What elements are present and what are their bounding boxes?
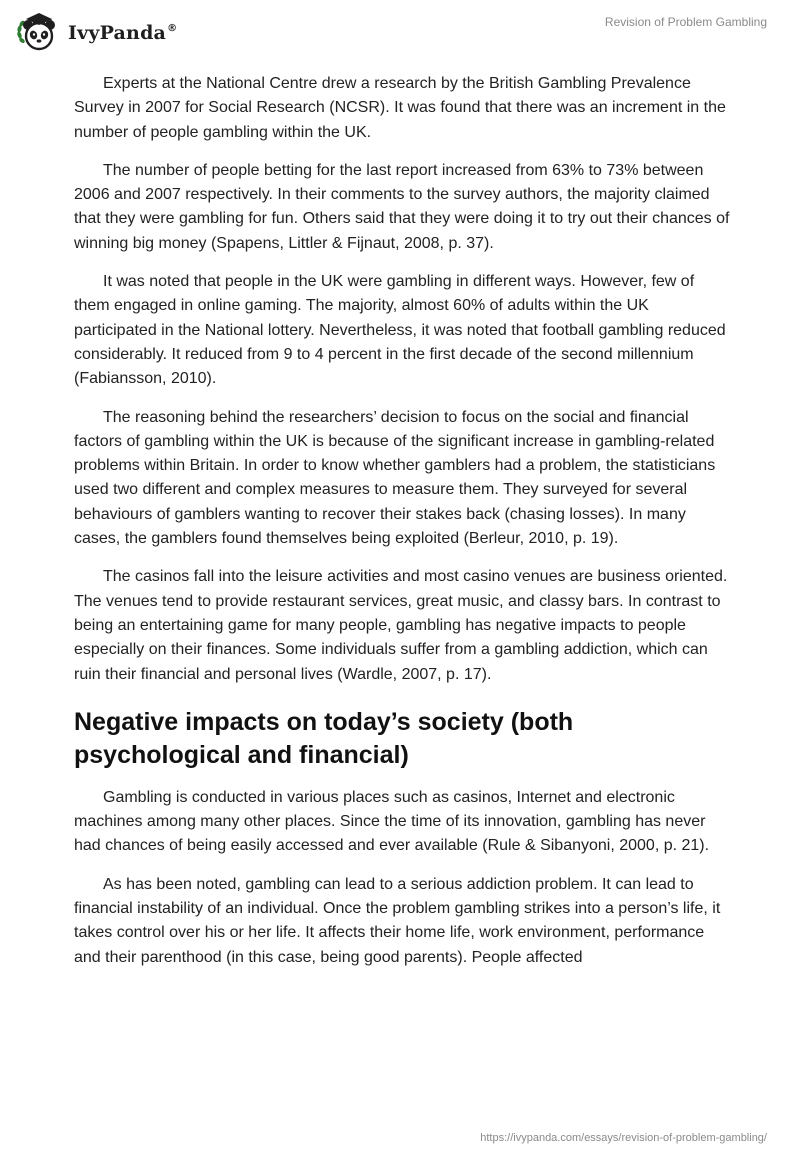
brand-logo[interactable] (14, 8, 177, 56)
brand-name (68, 22, 177, 44)
page-header (0, 0, 800, 64)
document-title: Revision of Problem Gambling (604, 15, 767, 29)
panda-graduation-icon (14, 8, 62, 56)
paragraph: The casinos fall into the leisure activities and most casino venues are business oriented. The venues tend to provide restaurant services, great music, and classy bars. In contrast to being an entertaining game for many people, gambling has negative impacts to people especially on their finances. Some individuals suffer from a gambling addiction, which can ruin their financial and personal lives (Wardle, 2007, p. 17). (74, 568, 728, 683)
source-url[interactable]: https://ivypanda.com/essays/revision-of-problem-gambling/ (480, 1132, 767, 1144)
section-heading: Negative impacts on today’s society (both psychological and financial) (74, 707, 574, 769)
paragraph: Gambling is conducted in various places such as casinos, Internet and electronic machines among many other places. Since the time of its innovation, gambling has never had chances of being easily accessed and ever available (Rule & Sibanyoni, 2000, p. 21). (74, 788, 710, 855)
essay-content (74, 72, 730, 984)
paragraph: As has been noted, gambling can lead to a serious addiction problem. It can lead to financial instability of an individual. Once the problem gambling strikes into a person’s life, it takes control over his or her life. It affects their home life, work environment, performance and their parenthood (in this case, being good parents). People affected (74, 875, 721, 966)
paragraph: Experts at the National Centre drew a research by the British Gambling Prevalence Survey in 2007 for Social Research (NCSR). It was found that there was an increment in the number of people gambling within the UK. (74, 75, 726, 141)
brand-name-text: IvyPanda (68, 22, 167, 44)
paragraph: The reasoning behind the researchers’ decision to focus on the social and financial factors of gambling within the UK is because of the significant increase in gambling-related problems within Britain. In order to know whether gamblers had a problem, the statisticians used two different and complex measures to measure them. They surveyed for several behaviours of gamblers wanting to recover their stakes back (chasing losses). In many cases, the gamblers found themselves being exploited (Berleur, 2010, p. 19). (74, 408, 716, 548)
registered-mark: ® (167, 23, 178, 34)
paragraph: The number of people betting for the last report increased from 63% to 73% between 2006 and 2007 respectively. In their comments to the survey authors, the majority claimed that they were gambling for fun. Others said that they were doing it to try out their chances of winning big money (Spapens, Littler & Fijnaut, 2008, p. 37). (74, 161, 730, 252)
paragraph: It was noted that people in the UK were gambling in different ways. However, few of them engaged in online gaming. The majority, almost 60% of adults within the UK participated in the National lottery. Nevertheless, it was noted that football gambling reduced considerably. It reduced from 9 to 4 percent in the first decade of the second millennium (Fabiansson, 2010). (74, 273, 726, 388)
